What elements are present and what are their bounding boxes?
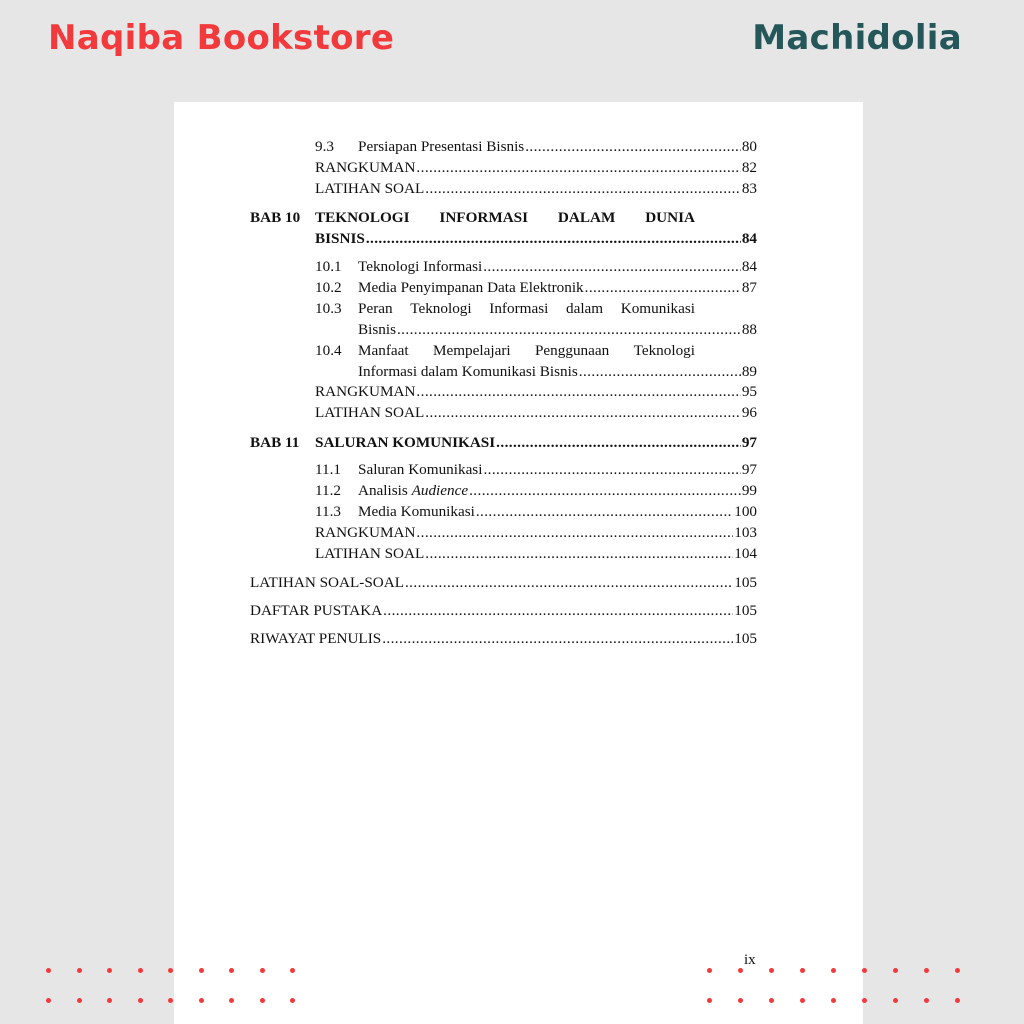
decorative-dot <box>229 968 234 973</box>
decorative-dot <box>707 998 712 1003</box>
decorative-dot <box>168 968 173 973</box>
decorative-dot <box>924 968 929 973</box>
toc-entry-bab-10[interactable] <box>315 230 757 248</box>
toc-entry-9-3[interactable] <box>315 138 757 156</box>
toc-entry-title: SALURAN KOMUNIKASI <box>315 434 496 451</box>
decorative-dot <box>862 998 867 1003</box>
toc-leader-dots <box>397 321 741 339</box>
toc-entry-page: 82 <box>741 159 757 176</box>
toc-entry-page: 99 <box>741 482 757 499</box>
decorative-dot <box>199 998 204 1003</box>
toc-entry-11-3[interactable] <box>315 503 757 521</box>
decorative-dot <box>107 998 112 1003</box>
toc-leader-dots <box>425 545 733 563</box>
toc-entry-number: 10.4 <box>315 342 342 359</box>
toc-entry-rangkuman-10[interactable] <box>315 383 757 401</box>
toc-entry-riwayat-penulis[interactable] <box>250 630 757 648</box>
toc-entry-title: Media Komunikasi <box>358 503 475 520</box>
toc-leader-dots <box>469 482 741 500</box>
decorative-dot <box>260 998 265 1003</box>
toc-entry-latihan-soal-11[interactable] <box>315 545 757 563</box>
decorative-dot <box>831 968 836 973</box>
brand-naqiba-bookstore: Naqiba Bookstore <box>48 18 395 58</box>
toc-entry-number: 10.3 <box>315 300 342 317</box>
toc-entry-title-italic: Audience <box>411 482 469 499</box>
decorative-dot <box>769 998 774 1003</box>
toc-entry-latihan-soal-10[interactable] <box>315 404 757 422</box>
decorative-dot <box>107 968 112 973</box>
toc-entry-page: 97 <box>741 461 757 478</box>
decorative-dot <box>77 968 82 973</box>
toc-leader-dots <box>416 524 733 542</box>
decorative-dot <box>862 968 867 973</box>
decorative-dot <box>924 998 929 1003</box>
toc-entry-latihan-soal-soal[interactable] <box>250 574 757 592</box>
toc-entry-daftar-pustaka[interactable] <box>250 602 757 620</box>
toc-entry-page: 96 <box>741 404 757 421</box>
toc-entry-title: LATIHAN SOAL <box>315 404 425 421</box>
toc-entry-10-3-line-1[interactable] <box>358 300 695 318</box>
toc-entry-title: RANGKUMAN <box>315 383 416 400</box>
toc-entry-title: LATIHAN SOAL <box>315 180 425 197</box>
toc-entry-page: 105 <box>734 630 757 647</box>
toc-entry-title: Media Penyimpanan Data Elektronik <box>358 279 584 296</box>
decorative-dot <box>46 998 51 1003</box>
toc-entry-number: 11.1 <box>315 461 342 478</box>
toc-entry-page: 100 <box>734 503 757 520</box>
chapter-title-word: TEKNOLOGI <box>315 209 410 226</box>
toc-entry-rangkuman-9[interactable] <box>315 159 757 177</box>
toc-entry-page: 95 <box>741 383 757 400</box>
toc-entry-number: 10.1 <box>315 258 342 275</box>
toc-title-word: Peran <box>358 300 393 317</box>
toc-entry-page: 97 <box>741 434 757 451</box>
toc-entry-11-2[interactable] <box>315 482 757 500</box>
toc-leader-dots <box>483 258 741 276</box>
toc-entry-title: RANGKUMAN <box>315 524 416 541</box>
toc-title-word: dalam <box>565 300 604 317</box>
toc-entry-latihan-soal-9[interactable] <box>315 180 757 198</box>
toc-entry-number: 11.3 <box>315 503 342 520</box>
chapter-label-bab-11: BAB 11 <box>250 434 300 451</box>
toc-leader-dots <box>425 404 741 422</box>
toc-entry-title: LATIHAN SOAL-SOAL <box>250 574 404 591</box>
decorative-dot <box>831 998 836 1003</box>
toc-leader-dots <box>496 434 741 452</box>
toc-entry-number: 10.2 <box>315 279 342 296</box>
toc-leader-dots <box>525 138 741 156</box>
decorative-dot <box>738 968 743 973</box>
decorative-dot <box>199 968 204 973</box>
toc-entry-number: 11.2 <box>315 482 342 499</box>
toc-title-word: Penggunaan <box>534 342 610 359</box>
toc-entry-page: 105 <box>734 574 757 591</box>
toc-entry-number-10-4 <box>315 342 358 360</box>
page-number: ix <box>744 952 756 968</box>
toc-entry-10-3[interactable] <box>358 321 757 339</box>
document-page <box>174 102 863 1024</box>
decorative-dot <box>955 968 960 973</box>
toc-leader-dots <box>416 383 740 401</box>
chapter-title-line-1[interactable] <box>315 209 695 227</box>
toc-entry-11-1[interactable] <box>315 461 757 479</box>
decorative-dot <box>738 998 743 1003</box>
toc-entry-rangkuman-11[interactable] <box>315 524 757 542</box>
toc-entry-title: Informasi dalam Komunikasi Bisnis <box>358 363 578 380</box>
decorative-dot <box>769 968 774 973</box>
decorative-dot <box>168 998 173 1003</box>
toc-entry-10-2[interactable] <box>315 279 757 297</box>
toc-entry-page: 89 <box>741 363 757 380</box>
toc-leader-dots <box>579 363 741 381</box>
chapter-label-bab-10: BAB 10 <box>250 209 301 226</box>
toc-title-word: Teknologi <box>410 300 472 317</box>
toc-entry-title-plain: Analisis <box>358 482 412 499</box>
chapter-title-word: DUNIA <box>645 209 695 226</box>
toc-entry-title: Teknologi Informasi <box>358 258 483 275</box>
chapter-title-word: INFORMASI <box>439 209 529 226</box>
toc-entry-title: Saluran Komunikasi <box>358 461 483 478</box>
toc-leader-dots <box>416 159 740 177</box>
decorative-dot <box>955 998 960 1003</box>
decorative-dot <box>290 968 295 973</box>
toc-entry-page: 87 <box>741 279 757 296</box>
brand-machidolia: Machidolia <box>752 18 962 58</box>
toc-leader-dots <box>585 279 741 297</box>
toc-entry-page: 80 <box>741 138 757 155</box>
decorative-dot <box>138 968 143 973</box>
decorative-dot <box>893 998 898 1003</box>
toc-leader-dots <box>476 503 733 521</box>
toc-entry-page: 83 <box>741 180 757 197</box>
toc-entry-page: 104 <box>734 545 757 562</box>
toc-entry-10-4-line-1[interactable] <box>358 342 695 360</box>
chapter-title-word: DALAM <box>557 209 616 226</box>
decorative-dot <box>800 998 805 1003</box>
toc-leader-dots <box>366 230 741 248</box>
toc-entry-page: 105 <box>734 602 757 619</box>
decorative-dot <box>800 968 805 973</box>
toc-entry-bab-11[interactable] <box>315 434 757 452</box>
toc-leader-dots <box>405 574 733 592</box>
toc-leader-dots <box>382 630 733 648</box>
toc-entry-title: DAFTAR PUSTAKA <box>250 602 383 619</box>
toc-entry-title: RIWAYAT PENULIS <box>250 630 382 647</box>
toc-entry-number-10-3 <box>315 300 358 318</box>
toc-entry-page: 84 <box>741 258 757 275</box>
toc-entry-page: 84 <box>741 230 757 247</box>
toc-leader-dots <box>483 461 740 479</box>
toc-title-word: Mempelajari <box>433 342 511 359</box>
toc-title-word: Manfaat <box>358 342 409 359</box>
toc-title-word: Teknologi <box>633 342 695 359</box>
decorative-dot <box>260 968 265 973</box>
decorative-dot <box>229 998 234 1003</box>
toc-title-word: Informasi <box>489 300 549 317</box>
toc-leader-dots <box>383 602 733 620</box>
toc-entry-10-1[interactable] <box>315 258 757 276</box>
toc-entry-page: 88 <box>741 321 757 338</box>
toc-entry-title: LATIHAN SOAL <box>315 545 425 562</box>
decorative-dot <box>77 998 82 1003</box>
decorative-dot <box>138 998 143 1003</box>
toc-title-word: Komunikasi <box>620 300 695 317</box>
toc-entry-title: Persiapan Presentasi Bisnis <box>358 138 525 155</box>
toc-entry-10-4[interactable] <box>358 363 757 381</box>
toc-entry-title: RANGKUMAN <box>315 159 416 176</box>
toc-entry-title <box>358 482 468 500</box>
decorative-dot <box>707 968 712 973</box>
toc-entry-title: Bisnis <box>358 321 396 338</box>
toc-leader-dots <box>425 180 741 198</box>
decorative-dot <box>893 968 898 973</box>
toc-entry-number: 9.3 <box>315 138 334 155</box>
toc-entry-title: BISNIS <box>315 230 365 247</box>
decorative-dot <box>290 998 295 1003</box>
decorative-dot <box>46 968 51 973</box>
toc-entry-page: 103 <box>734 524 757 541</box>
